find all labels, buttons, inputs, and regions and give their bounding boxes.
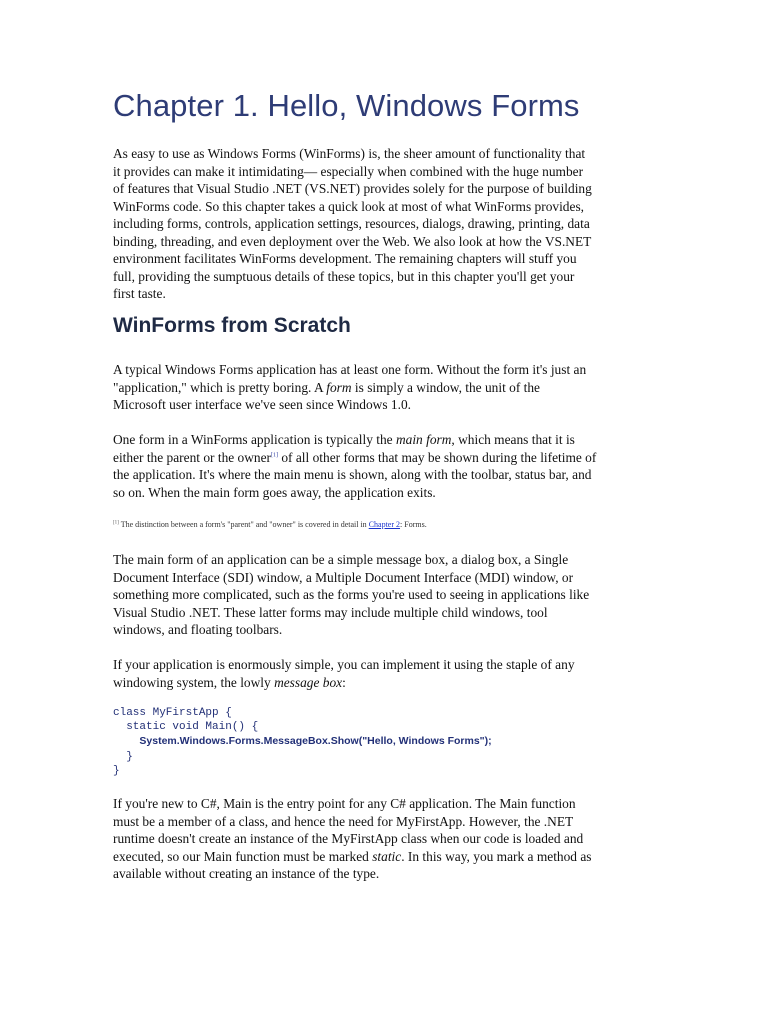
code-line: System.Windows.Forms.MessageBox.Show("Hello, Windows Forms"); — [139, 735, 492, 748]
text-line: As easy to use as Windows Forms (WinForms) is, the sheer amount of functionality that — [113, 146, 586, 161]
text-line: available without creating an instance of the type. — [113, 866, 380, 881]
text-line: Document Interface (SDI) window, a Multiple Document Interface (MDI) window, or — [113, 569, 574, 585]
text-line: windows, and floating toolbars. — [113, 622, 283, 637]
term-form: form — [326, 379, 352, 395]
text-line: full, providing the sumptuous details of these topics, but in this chapter you'll get your — [113, 268, 575, 284]
code-block — [113, 706, 492, 778]
paragraph-main-form — [113, 431, 673, 501]
code-line: static void Main() { — [113, 721, 259, 734]
footnote: [1] The distinction between a form's "parent" and "owner" is covered in detail in Chapter 2: Forms. — [113, 520, 427, 529]
code-line: } — [113, 750, 133, 763]
chapter-title: Chapter 1. Hello, Windows Forms — [113, 88, 580, 123]
text-line: executed, so our Main function must be marked static. In this way, you mark a method as — [113, 848, 592, 864]
text-line: The main form of an application can be a simple message box, a dialog box, a Single — [113, 552, 569, 567]
text-line: environment facilitates WinForms development. The remaining chapters will stuff you — [113, 251, 577, 266]
text-line: including forms, controls, application settings, resources, dialogs, drawing, printing, data — [113, 216, 590, 231]
text-line: it provides can make it intimidating— especially when combined with the huge number — [113, 163, 584, 179]
footnote-reference-link[interactable]: [1] — [271, 452, 279, 459]
text-line: WinForms code. So this chapter takes a quick look at most of what WinForms provides, — [113, 198, 584, 214]
paragraph-form-definition — [113, 361, 673, 414]
code-line: } — [113, 764, 120, 777]
paragraph-main-entry — [113, 795, 673, 883]
text-line: Visual Studio .NET. These latter forms may include multiple child windows, tool — [113, 604, 548, 620]
term-message-box: message box — [274, 674, 343, 690]
text-line: windowing system, the lowly message box: — [113, 674, 346, 690]
text-line: the application. It's where the main menu is shown, along with the toolbar, status bar, and — [113, 467, 592, 482]
intro-paragraph — [113, 145, 673, 303]
text-line: If your application is enormously simple, you can implement it using the staple of any — [113, 657, 575, 672]
text-line: something more complicated, such as the forms you're used to seeing in applications like — [113, 587, 590, 602]
text-line: If you're new to C#, Main is the entry point for any C# application. The Main function — [113, 796, 576, 811]
paragraph-form-types — [113, 551, 673, 639]
text-line: so on. When the main form goes away, the application exits. — [113, 484, 436, 500]
term-static: static — [372, 848, 402, 864]
footnote-marker: [1] — [113, 520, 119, 526]
term-main-form: main form — [395, 432, 452, 447]
text-line: must be a member of a class, and hence the need for MyFirstApp. However, the .NET — [113, 813, 574, 829]
paragraph-message-box — [113, 656, 673, 691]
text-line: A typical Windows Forms application has at least one form. Without the form it's just an — [113, 362, 587, 377]
chapter-2-link[interactable]: Chapter 2 — [368, 520, 401, 529]
text-line: "application," which is pretty boring. A form is simply a window, the unit of the — [113, 379, 541, 395]
text-line: either the parent or the owner[1] of all other forms that may be shown during the lifetime of — [113, 449, 597, 465]
text-line: Microsoft user interface we've seen since Windows 1.0. — [113, 397, 411, 412]
section-heading: WinForms from Scratch — [113, 314, 351, 337]
text-line: runtime doesn't create an instance of the MyFirstApp class when our code is loaded and — [113, 831, 584, 846]
text-line: of features that Visual Studio .NET (VS.NET) provides solely for the purpose of building — [113, 181, 592, 196]
text-line: first taste. — [113, 286, 166, 301]
code-line: class MyFirstApp { — [113, 707, 232, 719]
text-line: One form in a WinForms application is typically the main form, which means that it is — [113, 432, 575, 447]
text-line: binding, threading, and even deployment over the Web. We also look at how the VS.NET — [113, 233, 592, 249]
